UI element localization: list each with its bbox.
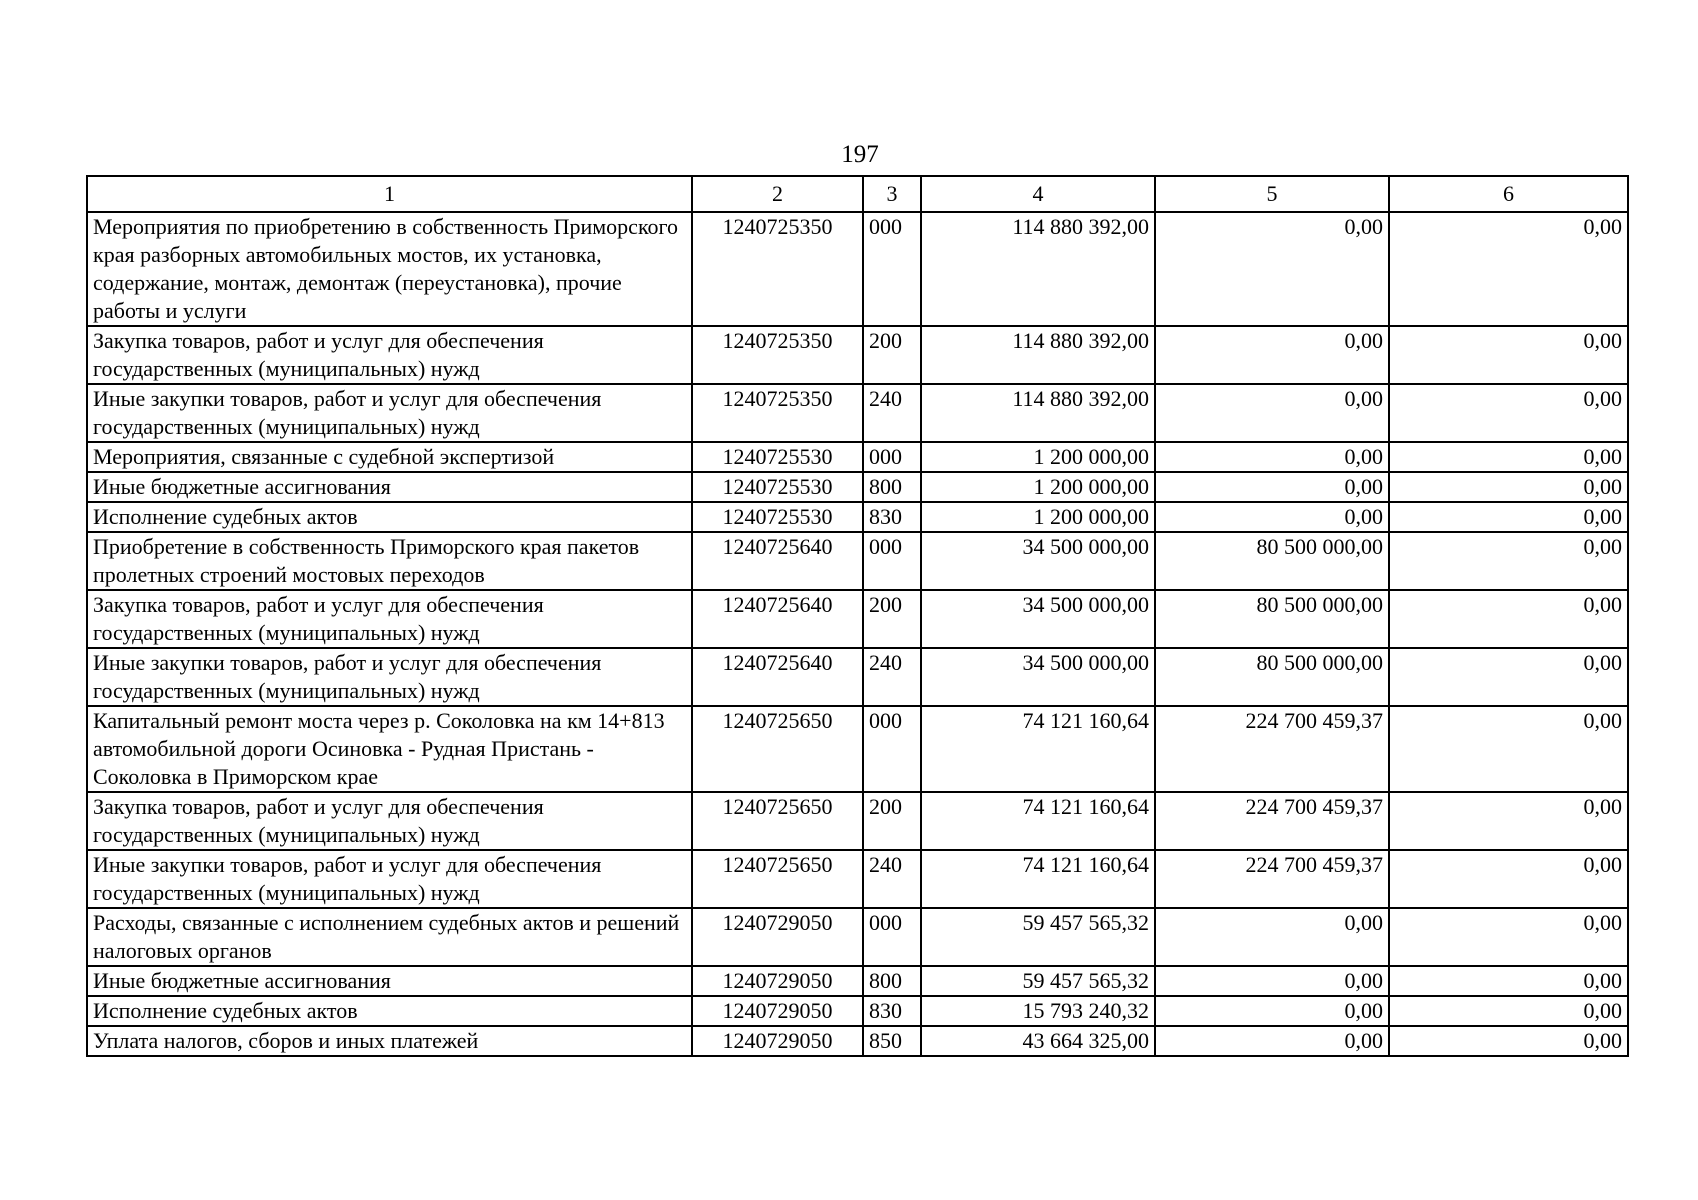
row-value4-cell: 34 500 000,00 — [921, 532, 1155, 590]
budget-table — [86, 175, 1629, 1057]
column-header: 1 — [87, 176, 692, 212]
row-value4-cell: 59 457 565,32 — [921, 966, 1155, 996]
row-value5-cell: 224 700 459,37 — [1155, 792, 1389, 850]
row-value4-cell: 74 121 160,64 — [921, 850, 1155, 908]
row-type-cell: 850 — [863, 1026, 921, 1056]
row-value5-cell: 80 500 000,00 — [1155, 648, 1389, 706]
row-value4-cell: 34 500 000,00 — [921, 590, 1155, 648]
row-name-cell: Закупка товаров, работ и услуг для обеспечения государственных (муниципальных) нужд — [87, 590, 692, 648]
table-row — [87, 1026, 1628, 1056]
row-value4-cell: 1 200 000,00 — [921, 502, 1155, 532]
row-name-cell: Иные бюджетные ассигнования — [87, 472, 692, 502]
row-type-cell: 000 — [863, 908, 921, 966]
table-row — [87, 908, 1628, 966]
row-name-cell: Мероприятия по приобретению в собственность Приморского края разборных автомобильных мостов, их установка, содержание, монтаж, демонтаж (переустановка), прочие работы и услуги — [87, 212, 692, 326]
row-value5-cell: 0,00 — [1155, 326, 1389, 384]
row-name-cell: Мероприятия, связанные с судебной экспертизой — [87, 442, 692, 472]
row-value6-cell: 0,00 — [1389, 502, 1628, 532]
row-value6-cell: 0,00 — [1389, 1026, 1628, 1056]
table-row — [87, 326, 1628, 384]
row-name-cell: Исполнение судебных актов — [87, 502, 692, 532]
column-header: 2 — [692, 176, 863, 212]
row-value6-cell: 0,00 — [1389, 706, 1628, 792]
row-value4-cell: 114 880 392,00 — [921, 212, 1155, 326]
row-code-cell: 1240729050 — [692, 996, 863, 1026]
row-value4-cell: 59 457 565,32 — [921, 908, 1155, 966]
row-type-cell: 000 — [863, 442, 921, 472]
table-row — [87, 996, 1628, 1026]
row-value6-cell: 0,00 — [1389, 532, 1628, 590]
row-code-cell: 1240729050 — [692, 966, 863, 996]
row-value5-cell: 0,00 — [1155, 996, 1389, 1026]
row-name-cell: Уплата налогов, сборов и иных платежей — [87, 1026, 692, 1056]
row-value5-cell: 80 500 000,00 — [1155, 590, 1389, 648]
table-row — [87, 472, 1628, 502]
row-code-cell: 1240725650 — [692, 792, 863, 850]
row-value4-cell: 74 121 160,64 — [921, 792, 1155, 850]
row-code-cell: 1240729050 — [692, 908, 863, 966]
row-code-cell: 1240725350 — [692, 326, 863, 384]
row-name-cell: Иные бюджетные ассигнования — [87, 966, 692, 996]
row-value5-cell: 0,00 — [1155, 966, 1389, 996]
row-value5-cell: 0,00 — [1155, 472, 1389, 502]
table-row — [87, 532, 1628, 590]
row-value4-cell: 34 500 000,00 — [921, 648, 1155, 706]
row-value5-cell: 80 500 000,00 — [1155, 532, 1389, 590]
table-row — [87, 384, 1628, 442]
row-code-cell: 1240725650 — [692, 850, 863, 908]
column-header: 5 — [1155, 176, 1389, 212]
column-header: 6 — [1389, 176, 1628, 212]
table-row — [87, 212, 1628, 326]
table-row — [87, 792, 1628, 850]
table-row — [87, 706, 1628, 792]
row-name-cell: Закупка товаров, работ и услуг для обеспечения государственных (муниципальных) нужд — [87, 792, 692, 850]
table-row — [87, 648, 1628, 706]
column-header: 4 — [921, 176, 1155, 212]
row-name-cell: Исполнение судебных актов — [87, 996, 692, 1026]
row-type-cell: 240 — [863, 648, 921, 706]
header-row — [87, 176, 1628, 212]
row-value4-cell: 114 880 392,00 — [921, 326, 1155, 384]
row-type-cell: 800 — [863, 966, 921, 996]
row-type-cell: 000 — [863, 212, 921, 326]
row-type-cell: 830 — [863, 502, 921, 532]
row-value4-cell: 15 793 240,32 — [921, 996, 1155, 1026]
row-type-cell: 000 — [863, 532, 921, 590]
row-value5-cell: 0,00 — [1155, 442, 1389, 472]
row-code-cell: 1240725640 — [692, 590, 863, 648]
page-number: 197 — [841, 141, 879, 168]
row-name-cell: Иные закупки товаров, работ и услуг для обеспечения государственных (муниципальных) нужд — [87, 384, 692, 442]
row-type-cell: 240 — [863, 384, 921, 442]
row-value5-cell: 224 700 459,37 — [1155, 850, 1389, 908]
row-code-cell: 1240725350 — [692, 212, 863, 326]
row-code-cell: 1240725530 — [692, 442, 863, 472]
row-code-cell: 1240725530 — [692, 502, 863, 532]
row-value4-cell: 1 200 000,00 — [921, 472, 1155, 502]
row-type-cell: 000 — [863, 706, 921, 792]
row-value5-cell: 0,00 — [1155, 502, 1389, 532]
table-row — [87, 502, 1628, 532]
row-value6-cell: 0,00 — [1389, 384, 1628, 442]
column-header: 3 — [863, 176, 921, 212]
row-type-cell: 240 — [863, 850, 921, 908]
row-type-cell: 200 — [863, 326, 921, 384]
row-value5-cell: 0,00 — [1155, 908, 1389, 966]
table-row — [87, 442, 1628, 472]
row-value4-cell: 114 880 392,00 — [921, 384, 1155, 442]
row-code-cell: 1240725640 — [692, 532, 863, 590]
table-row — [87, 850, 1628, 908]
row-value4-cell: 43 664 325,00 — [921, 1026, 1155, 1056]
row-value6-cell: 0,00 — [1389, 212, 1628, 326]
row-value6-cell: 0,00 — [1389, 996, 1628, 1026]
row-value6-cell: 0,00 — [1389, 590, 1628, 648]
row-name-cell: Приобретение в собственность Приморского края пакетов пролетных строений мостовых переходов — [87, 532, 692, 590]
row-value5-cell: 224 700 459,37 — [1155, 706, 1389, 792]
row-value6-cell: 0,00 — [1389, 792, 1628, 850]
row-code-cell: 1240725650 — [692, 706, 863, 792]
table-body — [87, 212, 1628, 1056]
row-code-cell: 1240725350 — [692, 384, 863, 442]
row-code-cell: 1240729050 — [692, 1026, 863, 1056]
table-row — [87, 590, 1628, 648]
row-type-cell: 200 — [863, 590, 921, 648]
row-type-cell: 830 — [863, 996, 921, 1026]
row-name-cell: Иные закупки товаров, работ и услуг для обеспечения государственных (муниципальных) нужд — [87, 850, 692, 908]
row-value6-cell: 0,00 — [1389, 326, 1628, 384]
row-value5-cell: 0,00 — [1155, 1026, 1389, 1056]
row-name-cell: Закупка товаров, работ и услуг для обеспечения государственных (муниципальных) нужд — [87, 326, 692, 384]
row-value6-cell: 0,00 — [1389, 472, 1628, 502]
row-name-cell: Расходы, связанные с исполнением судебных актов и решений налоговых органов — [87, 908, 692, 966]
row-value4-cell: 1 200 000,00 — [921, 442, 1155, 472]
row-code-cell: 1240725640 — [692, 648, 863, 706]
row-code-cell: 1240725530 — [692, 472, 863, 502]
row-value6-cell: 0,00 — [1389, 442, 1628, 472]
table-row — [87, 966, 1628, 996]
row-value4-cell: 74 121 160,64 — [921, 706, 1155, 792]
row-value6-cell: 0,00 — [1389, 966, 1628, 996]
row-name-cell: Иные закупки товаров, работ и услуг для обеспечения государственных (муниципальных) нужд — [87, 648, 692, 706]
row-value6-cell: 0,00 — [1389, 908, 1628, 966]
row-value6-cell: 0,00 — [1389, 850, 1628, 908]
row-value6-cell: 0,00 — [1389, 648, 1628, 706]
row-type-cell: 200 — [863, 792, 921, 850]
row-type-cell: 800 — [863, 472, 921, 502]
row-name-cell: Капитальный ремонт моста через р. Соколовка на км 14+813 автомобильной дороги Осиновка - Рудная Пристань - Соколовка в Приморском крае — [87, 706, 692, 792]
row-value5-cell: 0,00 — [1155, 212, 1389, 326]
row-value5-cell: 0,00 — [1155, 384, 1389, 442]
